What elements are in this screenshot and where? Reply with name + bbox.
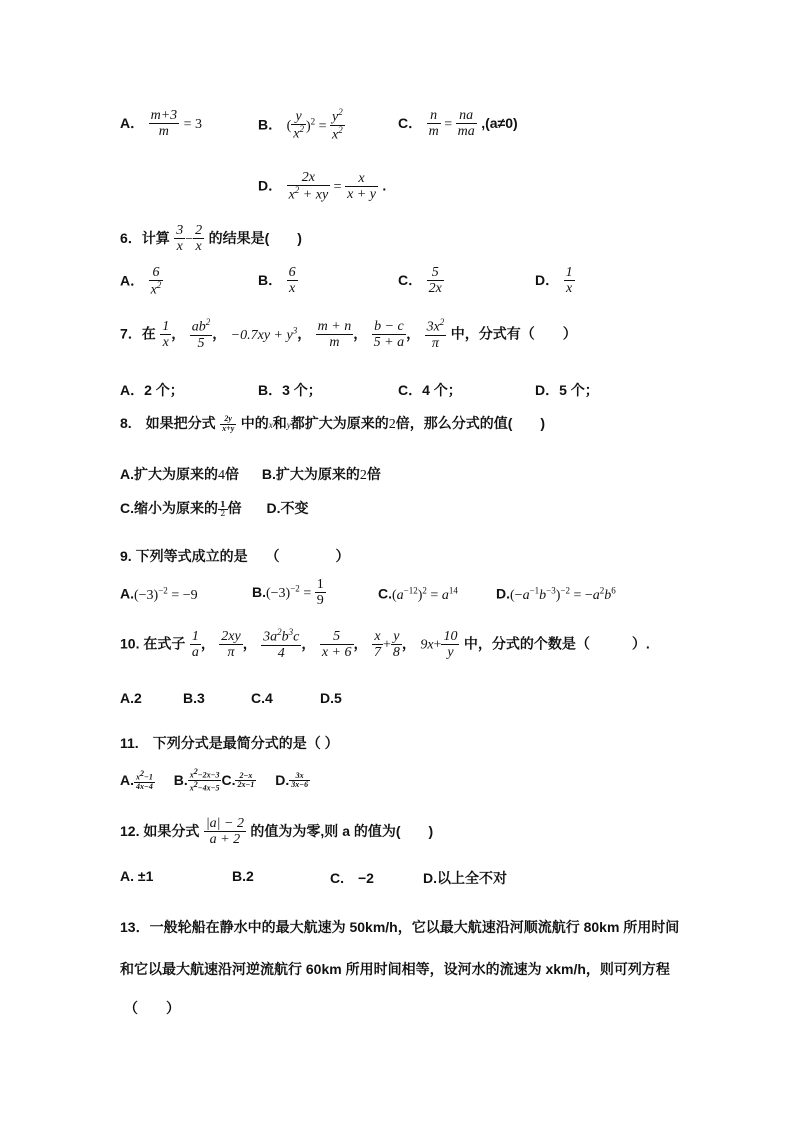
q10-option-d: D.5 [320, 690, 342, 706]
q6-option-a: A． $\frac{6}{x^2}$ [120, 265, 162, 299]
q12-option-a: A. ±1 [120, 868, 154, 884]
q6-option-b: B． $\frac{6}{x}$ [258, 265, 296, 297]
q11-stem: 11. 下列分式是最简分式的是（ ） [120, 735, 339, 751]
q10-stem: 10. 在式子 $\frac{1}{a}$ ， $\frac{2xy}{\pi}$ ， $\frac{3a^2b^3c}{4}$ ， $\frac{5}{x + 6}$ ， $\frac{x}{7}$ + $\frac{y}{8}$ ， 9x+ $\frac{10}{y}$ 中，分式的个数是（ ）. [120, 627, 650, 662]
q5-option-b: B． ( $\frac{y}{x^2}$ )$^2$ = $\frac{y^2}{x^2}$ [258, 107, 343, 143]
q13-line-1: 13．一般轮船在静水中的最大航速为 50km/h，它以最大航速沿河顺流航行 80km 所用时间 [120, 919, 680, 935]
q7-option-c: C．4 个； [398, 382, 462, 398]
q13-line-2: 和它以最大航速沿河逆流航行 60km 所用时间相等，设河水的流速为 xkm/h，则可列方程 [120, 961, 670, 977]
q11-options: A. $\frac{x^2-1}{4x-4}$ B. $\frac{x^2-2x-3}{x^2-4x-5}$ C. $\frac{2-x}{2x-1}$ D. $\frac{3x}{3x-6}$ [120, 767, 309, 794]
q8-option-ab: A.扩大为原来的4倍 B.扩大为原来的2倍 [120, 466, 381, 483]
q6-option-c: C． $\frac{5}{2x}$ [398, 265, 442, 297]
q12-option-c: C. −2 [330, 870, 374, 886]
q8-option-cd: C.缩小为原来的 $\frac{1}{2}$ 倍 D.不变 [120, 498, 309, 518]
q10-option-a: A.2 [120, 690, 142, 706]
q7-option-b: B．3 个； [258, 382, 322, 398]
q10-option-c: C.4 [251, 690, 273, 706]
q5-option-d: D． $\frac{2x}{x^2 + xy}$ = $\frac{x}{x + y}$ . [258, 170, 387, 204]
q13-line-3: （ ） [124, 1000, 180, 1016]
q12-option-b: B.2 [232, 868, 254, 884]
q8-stem: 8. 如果把分式 $\frac{2y}{x+y}$ 中的x和y都扩大为原来的2倍，那么分式的值( ) [120, 413, 546, 433]
q7-option-a: A．2 个； [120, 382, 184, 398]
q7-stem: 7．在 $\frac{1}{x}$ ， $\frac{ab^2}{5}$ ， $-0.7xy + y^3$， $\frac{m + n}{m}$ ， $\frac{b - c}{5 + a}$ ， $\frac{3x^2}{\pi}$ 中，分式有（ ） [120, 317, 577, 352]
q9-option-d: $D.(-a^{-1}b^{-3})^{-2} = -a^2b^6$ [496, 585, 616, 603]
q7-option-d: D．5 个； [535, 382, 599, 398]
fraction: $\frac{m+3}{m}$ [150, 108, 178, 140]
q9-option-b: $B.(-3)^{-2}$ = $\frac{1}{9}$ [252, 577, 324, 609]
q6-stem: 6．计算 $\frac{3}{x}$ − $\frac{2}{x}$ 的结果是( ) [120, 223, 302, 255]
q9-option-c: $C.(a^{-12})^2 = a^{14}$ [378, 585, 458, 603]
q9-option-a: $A.(-3)^{-2} = -9$ [120, 585, 198, 603]
q6-option-d: D． $\frac{1}{x}$ [535, 265, 573, 297]
q9-stem: 9. 下列等式成立的是 （ ） [120, 548, 350, 564]
q5-option-c: C． $\frac{n}{m}$ = $\frac{na}{ma}$ ,(a≠0) [398, 108, 518, 140]
q10-option-b: B.3 [183, 690, 205, 706]
q5-option-a: A． $\frac{m+3}{m}$ = 3 [120, 108, 202, 140]
q12-stem: 12. 如果分式 $\frac{|a| - 2}{a + 2}$ 的值为为零,则 a 的值为( ) [120, 816, 434, 848]
q12-option-d: D.以上全不对 [423, 870, 507, 886]
